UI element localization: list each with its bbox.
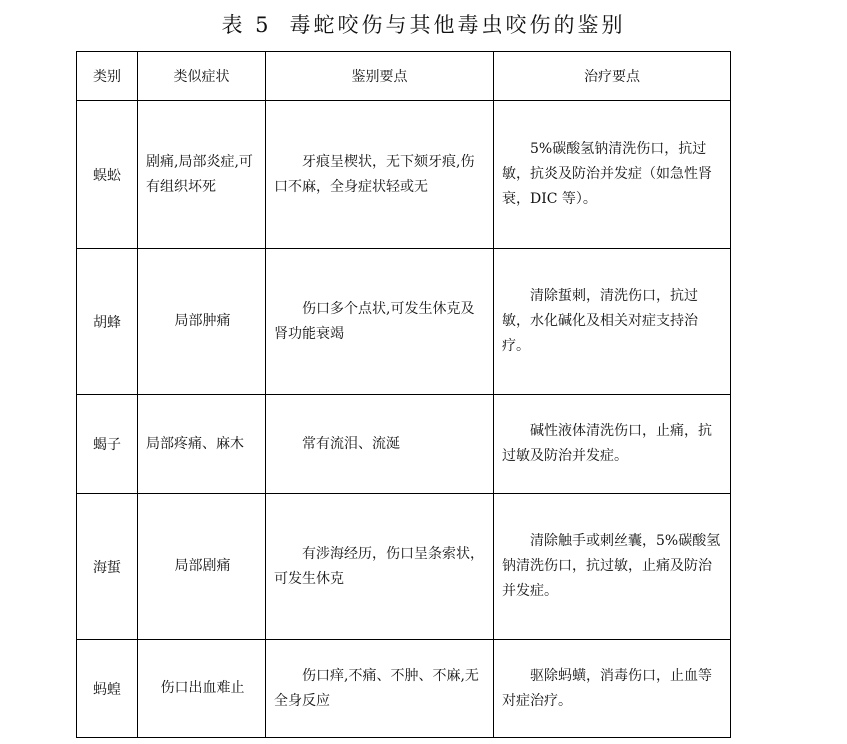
table-row — [77, 640, 731, 738]
cell-symptoms: 剧痛,局部炎症,可有组织坏死 — [138, 101, 266, 249]
key-points-text: 牙痕呈楔状，无下颏牙痕,伤口不麻，全身症状轻或无 — [274, 153, 475, 195]
cell-category: 蚂蝗 — [77, 640, 138, 738]
cell-symptoms: 局部疼痛、麻木 — [138, 395, 266, 494]
table-header-row — [77, 52, 731, 101]
header-category: 类别 — [77, 52, 138, 101]
cell-treatment — [494, 101, 731, 249]
table-caption: 毒蛇咬伤与其他毒虫咬伤的鉴别 — [289, 13, 626, 37]
treatment-text: 碱性液体清洗伤口，止痛，抗过敏及防治并发症。 — [502, 423, 712, 464]
cell-category: 胡蜂 — [77, 249, 138, 395]
cell-treatment — [494, 494, 731, 640]
cell-symptoms: 伤口出血难止 — [138, 640, 266, 738]
treatment-text: 5%碳酸氢钠清洗伤口，抗过敏，抗炎及防治并发症（如急性肾衰，DIC 等）。 — [502, 141, 712, 207]
key-points-text: 有涉海经历，伤口呈条索状，可发生休克 — [274, 545, 484, 587]
cell-treatment — [494, 249, 731, 395]
cell-symptoms: 局部剧痛 — [138, 494, 266, 640]
table-number: 表 5 — [221, 13, 272, 37]
header-symptoms: 类似症状 — [138, 52, 266, 101]
key-points-text: 伤口痒,不痛、不肿、不麻,无全身反应 — [274, 667, 479, 709]
table-row — [77, 395, 731, 494]
cell-symptoms: 局部肿痛 — [138, 249, 266, 395]
comparison-table — [76, 51, 731, 738]
cell-category: 海蜇 — [77, 494, 138, 640]
treatment-text: 清除触手或刺丝囊，5%碳酸氢钠清洗伤口，抗过敏，止痛及防治并发症。 — [502, 533, 721, 599]
key-points-text: 伤口多个点状,可发生休克及肾功能衰竭 — [274, 300, 475, 342]
cell-category: 蜈蚣 — [77, 101, 138, 249]
key-points-text: 常有流泪、流涎 — [302, 435, 400, 452]
cell-key-points — [266, 494, 494, 640]
table-row — [77, 249, 731, 395]
treatment-text: 驱除蚂蟥，消毒伤口，止血等对症治疗。 — [502, 667, 712, 709]
cell-treatment — [494, 640, 731, 738]
treatment-text: 清除蜇刺，清洗伤口，抗过敏，水化碱化及相关对症支持治疗。 — [502, 288, 698, 354]
table-title — [0, 10, 847, 40]
cell-key-points — [266, 249, 494, 395]
cell-key-points — [266, 395, 494, 494]
cell-key-points — [266, 640, 494, 738]
cell-category: 蝎子 — [77, 395, 138, 494]
cell-treatment — [494, 395, 731, 494]
header-key-points: 鉴别要点 — [266, 52, 494, 101]
header-treatment: 治疗要点 — [494, 52, 731, 101]
table-row — [77, 101, 731, 249]
cell-key-points — [266, 101, 494, 249]
table-row — [77, 494, 731, 640]
